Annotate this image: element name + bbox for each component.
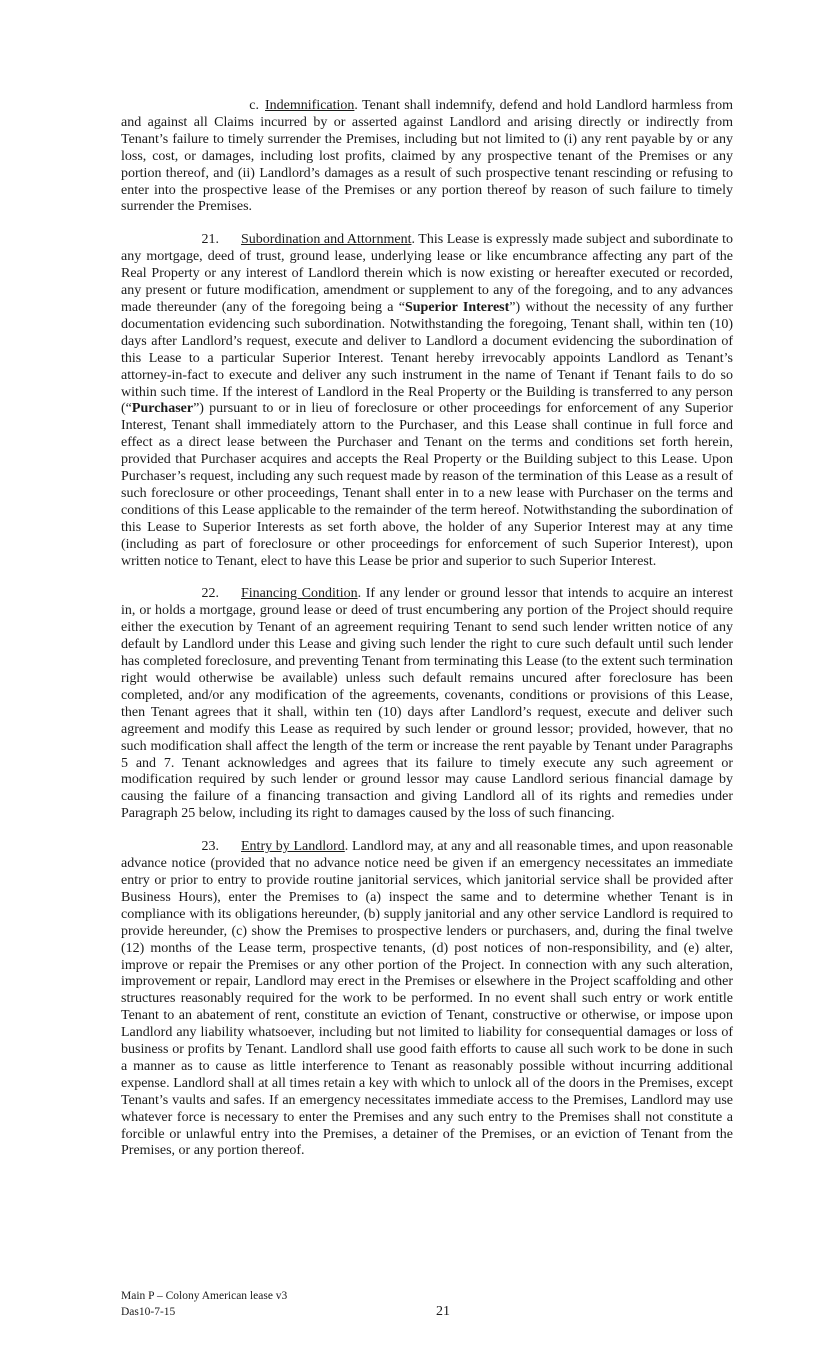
paragraph-text: . Tenant shall indemnify, defend and hold Landlord harmless from and against all Claims incurred by or asserted against Landlord and arising directly or indirectly from Tenant’s failure to timely surrender the Premises, including but not limited to (i) any rent payable by or any loss, cost, or damages, including lost profits, claimed by any prospective tenant of the Premises or any portion thereof, and (ii) Landlord’s damages as a result of such prospective tenant rescinding or refusing to enter into the prospective lease of the Premises or any portion thereof by reason of such failure to timely surrender the Premises. — [121, 98, 733, 215]
paragraph-number: 22. — [201, 586, 219, 602]
paragraph-financing-condition — [121, 586, 733, 823]
paragraph-text: ”) pursuant to or in lieu of foreclosure or other proceedings for enforcement of any Superior Interest, Tenant shall immediately attorn to the Purchaser, and this Lease shall continue in full force and effect as a direct lease between the Purchaser and Tenant on the terms and conditions set forth herein, provided that Purchaser acquires and accepts the Real Property or the Building subject to this Lease. Upon Purchaser’s request, including any such request made by reason of the termination of this Lease as a result of such foreclosure or other proceedings, Tenant shall enter in to a new lease with Purchaser on the terms and conditions of this Lease applicable to the remainder of the term hereof. Notwithstanding the subordination of this Lease to Superior Interests as set forth above, the holder of any Superior Interest may at any time (including as part of foreclosure or other proceedings for enforcement of such Superior Interest), upon written notice to Tenant, elect to have this Lease be prior and superior to such Superior Interest. — [121, 401, 733, 569]
paragraph-number: c. — [249, 98, 259, 113]
paragraph-entry-by-landlord — [121, 839, 733, 1160]
footer-doc-name: Main P – Colony American lease v3 — [121, 1290, 288, 1302]
footer-document-info — [121, 1288, 287, 1320]
paragraph-heading: Financing Condition — [241, 586, 358, 602]
paragraph-heading: Subordination and Attornment — [241, 232, 412, 248]
paragraph-text: ”) without the necessity of any further documentation evidencing such subordination. Notwithstanding the foregoing, Tenant shall, within ten (10) days after Landlord’s request, execute and deliver to Landlord a document evidencing the subordination of this Lease to a particular Superior Interest. Tenant hereby irrevocably appoints Landlord as Tenant’s attorney-in-fact to execute and deliver any such instrument in the name of Tenant if Tenant fails to do so within such time. If the interest of Landlord in the Real Property or the Building is transferred to any person (“ — [121, 299, 733, 417]
defined-term-superior-interest: Superior Interest — [404, 299, 510, 315]
page-number: 21 — [436, 1304, 450, 1319]
paragraph-text: . If any lender or ground lessor that intends to acquire an interest in, or holds a mortgage, ground lease or deed of trust encumbering any portion of the Project should require either the execution by Tenant of an agreement requiring Tenant to send such lender written notice of any default by Landlord under this Lease and giving such lender the right to cure such default until such lender has completed foreclosure, and preventing Tenant from terminating this Lease (to the extent such termination right would otherwise be available) unless such default remains uncured after foreclosure has been completed, and/or any modification of the agreements, covenants, conditions or provisions of this Lease, then Tenant agrees that it shall, within ten (10) days after Landlord’s request, execute and deliver such agreement and modify this Lease as required by such lender or ground lessor; provided, however, that no such modification shall affect the length of the term or increase the rent payable by Tenant under Paragraphs 5 and 7. Tenant acknowledges and agrees that its failure to timely execute any such agreement or modification required by such lender or ground lessor may cause Landlord serious financial damage by causing the failure of a financing transaction and giving Landlord all of its rights and remedies under Paragraph 25 below, including its right to damages caused by the loss of such financing. — [121, 586, 733, 822]
paragraph-heading: Entry by Landlord — [241, 839, 345, 855]
paragraph-subordination — [121, 232, 733, 570]
lease-body — [121, 98, 733, 1176]
paragraph-number: 21. — [201, 232, 219, 248]
footer-doc-id: Das10-7-15 — [121, 1306, 176, 1318]
paragraph-number: 23. — [201, 839, 219, 855]
paragraph-text: . This Lease is expressly made subject and subordinate to any mortgage, deed of trust, ground lease, underlying lease or like encumbrance affecting any part of the Real Property or any interest of Landlord therein which is now existing or hereafter executed or recorded, any present or future modification, amendment or supplement to any of the foregoing, and to any advances made thereunder (any of the foregoing being a “ — [121, 232, 733, 315]
paragraph-text: . Landlord may, at any and all reasonable times, and upon reasonable advance notice (provided that no advance notice need be given if an emergency necessitates an immediate entry or prior to entry to provide routine janitorial services, which janitorial service shall be provided after Business Hours), enter the Premises to (a) inspect the same and to determine whether Tenant is in compliance with its obligations hereunder, (b) supply janitorial and any other service Landlord is required to provide hereunder, (c) show the Premises to prospective lenders or purchasers, and, during the final twelve (12) months of the Lease term, prospective tenants, (d) post notices of non-responsibility, and (e) alter, improve or repair the Premises or any other portion of the Project. In connection with any such alteration, improvement or repair, Landlord may erect in the Premises or elsewhere in the Project scaffolding and other structures reasonably required for the work to be performed. In no event shall such entry or work entitle Tenant to an abatement of rent, constitute an eviction of Tenant, constructive or otherwise, or impose upon Landlord any liability whatsoever, including but not limited to liability for consequential damages or loss of business or profits by Tenant. Landlord shall use good faith efforts to cause all such work to be done in such a manner as to cause as little interference to Tenant as reasonably possible without incurring additional expense. Landlord shall at all times retain a key with which to unlock all of the doors in the Premises, except Tenant’s vaults and safes. If an emergency necessitates immediate access to the Premises, Landlord may use whatever force is necessary to enter the Premises and any such entry to the Premises shall not constitute a forcible or unlawful entry into the Premises, a detainer of the Premises, or an eviction of Tenant from the Premises, or any portion thereof. — [121, 839, 734, 1159]
paragraph-indemnification — [121, 98, 733, 216]
paragraph-heading: Indemnification — [265, 98, 355, 113]
defined-term-purchaser: Purchaser — [131, 401, 194, 417]
